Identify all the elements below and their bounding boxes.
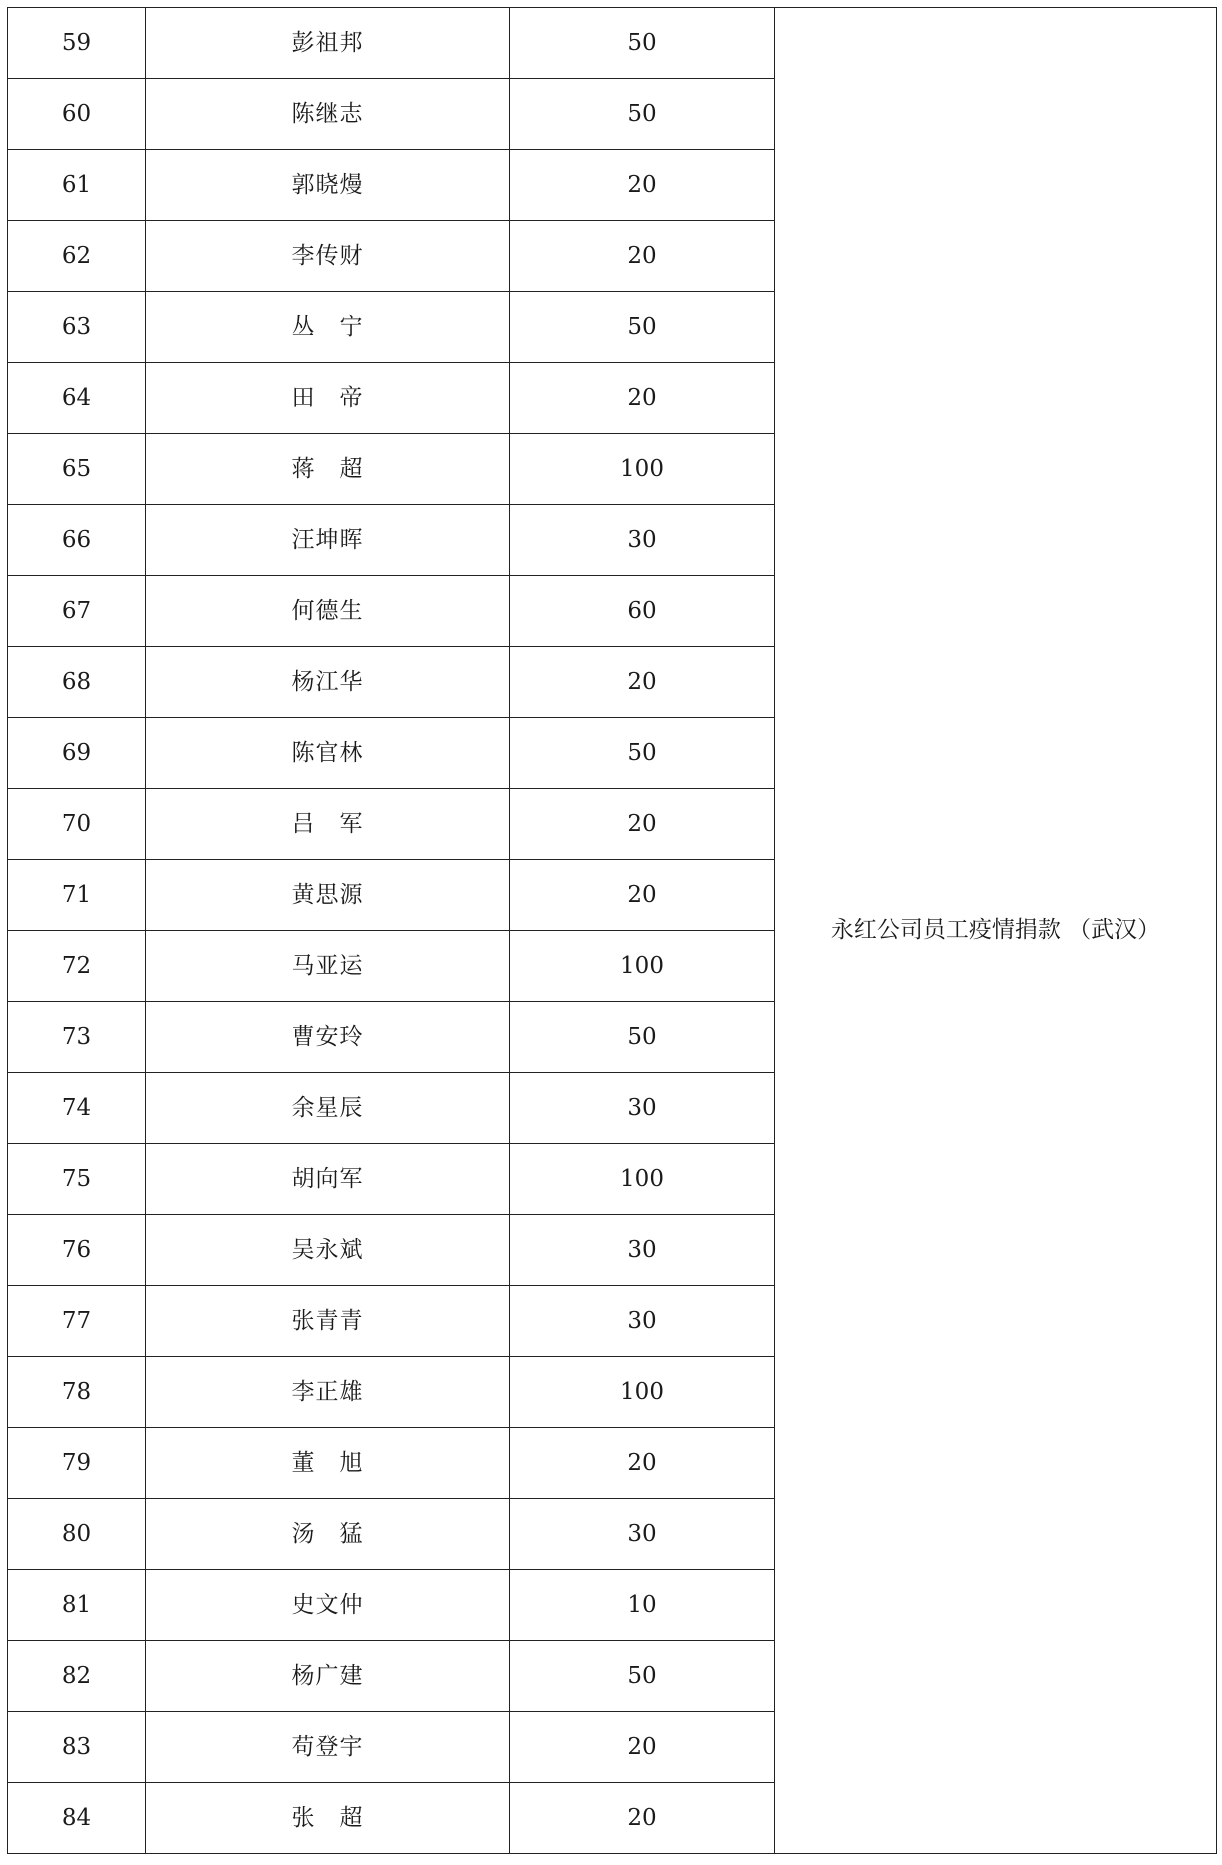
donor-name: 田 帝 bbox=[291, 384, 364, 411]
row-number-cell: 80 bbox=[8, 1499, 146, 1570]
donor-name: 彭祖邦 bbox=[291, 29, 364, 56]
donation-amount-cell: 50 bbox=[510, 292, 775, 363]
row-number-cell: 69 bbox=[8, 718, 146, 789]
donor-name-cell bbox=[146, 292, 510, 363]
donor-name: 吕 军 bbox=[291, 810, 364, 837]
donor-name: 蒋 超 bbox=[291, 455, 364, 482]
donor-name: 曹安玲 bbox=[291, 1023, 364, 1050]
donor-name: 李传财 bbox=[291, 242, 364, 269]
donor-name-cell bbox=[146, 576, 510, 647]
donation-amount-cell: 60 bbox=[510, 576, 775, 647]
donation-amount-cell: 20 bbox=[510, 221, 775, 292]
donor-name-cell bbox=[146, 1002, 510, 1073]
donor-name-cell bbox=[146, 1073, 510, 1144]
donation-table bbox=[7, 7, 1217, 1854]
row-number-cell: 72 bbox=[8, 931, 146, 1002]
donor-name-cell bbox=[146, 1712, 510, 1783]
row-number-cell: 64 bbox=[8, 363, 146, 434]
donor-name: 苟登宇 bbox=[291, 1733, 364, 1760]
row-number-cell: 59 bbox=[8, 8, 146, 79]
donor-name: 黄思源 bbox=[291, 881, 364, 908]
donation-amount-cell: 100 bbox=[510, 1357, 775, 1428]
donation-amount-cell: 20 bbox=[510, 1428, 775, 1499]
donor-name: 何德生 bbox=[291, 597, 364, 624]
donor-name: 马亚运 bbox=[291, 952, 364, 979]
donor-name-cell bbox=[146, 1286, 510, 1357]
row-number-cell: 79 bbox=[8, 1428, 146, 1499]
donor-name: 陈官林 bbox=[291, 739, 364, 766]
donor-name: 杨广建 bbox=[291, 1662, 364, 1689]
donation-amount-cell: 20 bbox=[510, 150, 775, 221]
row-number-cell: 76 bbox=[8, 1215, 146, 1286]
donor-name: 张 超 bbox=[291, 1804, 364, 1831]
donation-amount-cell: 20 bbox=[510, 363, 775, 434]
donor-name-cell bbox=[146, 434, 510, 505]
donation-amount-cell: 20 bbox=[510, 1783, 775, 1854]
donor-name-cell bbox=[146, 860, 510, 931]
donation-amount-cell: 20 bbox=[510, 860, 775, 931]
donor-name: 吴永斌 bbox=[291, 1236, 364, 1263]
row-number-cell: 77 bbox=[8, 1286, 146, 1357]
donation-amount-cell: 30 bbox=[510, 1286, 775, 1357]
donation-amount-cell: 20 bbox=[510, 1712, 775, 1783]
row-number-cell: 71 bbox=[8, 860, 146, 931]
donor-name-cell bbox=[146, 363, 510, 434]
donor-name-cell bbox=[146, 8, 510, 79]
donor-name-cell bbox=[146, 1783, 510, 1854]
row-number-cell: 65 bbox=[8, 434, 146, 505]
donation-amount-cell: 50 bbox=[510, 1002, 775, 1073]
donation-table-body bbox=[8, 8, 1217, 1854]
donation-amount-cell: 50 bbox=[510, 1641, 775, 1712]
row-number-cell: 61 bbox=[8, 150, 146, 221]
row-number-cell: 82 bbox=[8, 1641, 146, 1712]
donor-name: 陈继志 bbox=[291, 100, 364, 127]
donation-amount-cell: 10 bbox=[510, 1570, 775, 1641]
donor-name: 杨江华 bbox=[291, 668, 364, 695]
donor-name: 丛 宁 bbox=[291, 313, 364, 340]
donor-name: 余星辰 bbox=[291, 1094, 364, 1121]
row-number-cell: 78 bbox=[8, 1357, 146, 1428]
row-number-cell: 81 bbox=[8, 1570, 146, 1641]
row-number-cell: 84 bbox=[8, 1783, 146, 1854]
donation-amount-cell: 20 bbox=[510, 789, 775, 860]
donor-name-cell bbox=[146, 1641, 510, 1712]
row-number-cell: 73 bbox=[8, 1002, 146, 1073]
donation-amount-cell: 100 bbox=[510, 931, 775, 1002]
donor-name: 董 旭 bbox=[291, 1449, 364, 1476]
donor-name-cell bbox=[146, 931, 510, 1002]
donor-name: 李正雄 bbox=[291, 1378, 364, 1405]
donation-amount-cell: 20 bbox=[510, 647, 775, 718]
donor-name: 张青青 bbox=[291, 1307, 364, 1334]
donation-amount-cell: 30 bbox=[510, 1215, 775, 1286]
donor-name: 胡向军 bbox=[291, 1165, 364, 1192]
row-number-cell: 83 bbox=[8, 1712, 146, 1783]
row-number-cell: 67 bbox=[8, 576, 146, 647]
table-row bbox=[8, 8, 1217, 79]
donor-name-cell bbox=[146, 789, 510, 860]
donation-amount-cell: 50 bbox=[510, 79, 775, 150]
donor-name-cell bbox=[146, 1215, 510, 1286]
donor-name-cell bbox=[146, 718, 510, 789]
donation-amount-cell: 100 bbox=[510, 1144, 775, 1215]
donor-name: 郭晓熳 bbox=[291, 171, 364, 198]
row-number-cell: 68 bbox=[8, 647, 146, 718]
donation-amount-cell: 50 bbox=[510, 718, 775, 789]
donor-name-cell bbox=[146, 505, 510, 576]
donor-name-cell bbox=[146, 1144, 510, 1215]
donor-name-cell bbox=[146, 1357, 510, 1428]
donor-name-cell bbox=[146, 150, 510, 221]
donation-note-cell: 永红公司员工疫情捐款 （武汉） bbox=[775, 8, 1217, 1854]
row-number-cell: 62 bbox=[8, 221, 146, 292]
donor-name-cell bbox=[146, 1499, 510, 1570]
donor-name-cell bbox=[146, 79, 510, 150]
donor-name: 史文仲 bbox=[291, 1591, 364, 1618]
row-number-cell: 60 bbox=[8, 79, 146, 150]
donor-name-cell bbox=[146, 647, 510, 718]
row-number-cell: 74 bbox=[8, 1073, 146, 1144]
donor-name: 汤 猛 bbox=[291, 1520, 364, 1547]
row-number-cell: 70 bbox=[8, 789, 146, 860]
donation-amount-cell: 30 bbox=[510, 505, 775, 576]
donation-amount-cell: 30 bbox=[510, 1073, 775, 1144]
donation-amount-cell: 30 bbox=[510, 1499, 775, 1570]
donation-amount-cell: 100 bbox=[510, 434, 775, 505]
donor-name: 汪坤晖 bbox=[291, 526, 364, 553]
donor-name-cell bbox=[146, 1428, 510, 1499]
row-number-cell: 66 bbox=[8, 505, 146, 576]
row-number-cell: 63 bbox=[8, 292, 146, 363]
donation-amount-cell: 50 bbox=[510, 8, 775, 79]
donor-name-cell bbox=[146, 221, 510, 292]
row-number-cell: 75 bbox=[8, 1144, 146, 1215]
donor-name-cell bbox=[146, 1570, 510, 1641]
